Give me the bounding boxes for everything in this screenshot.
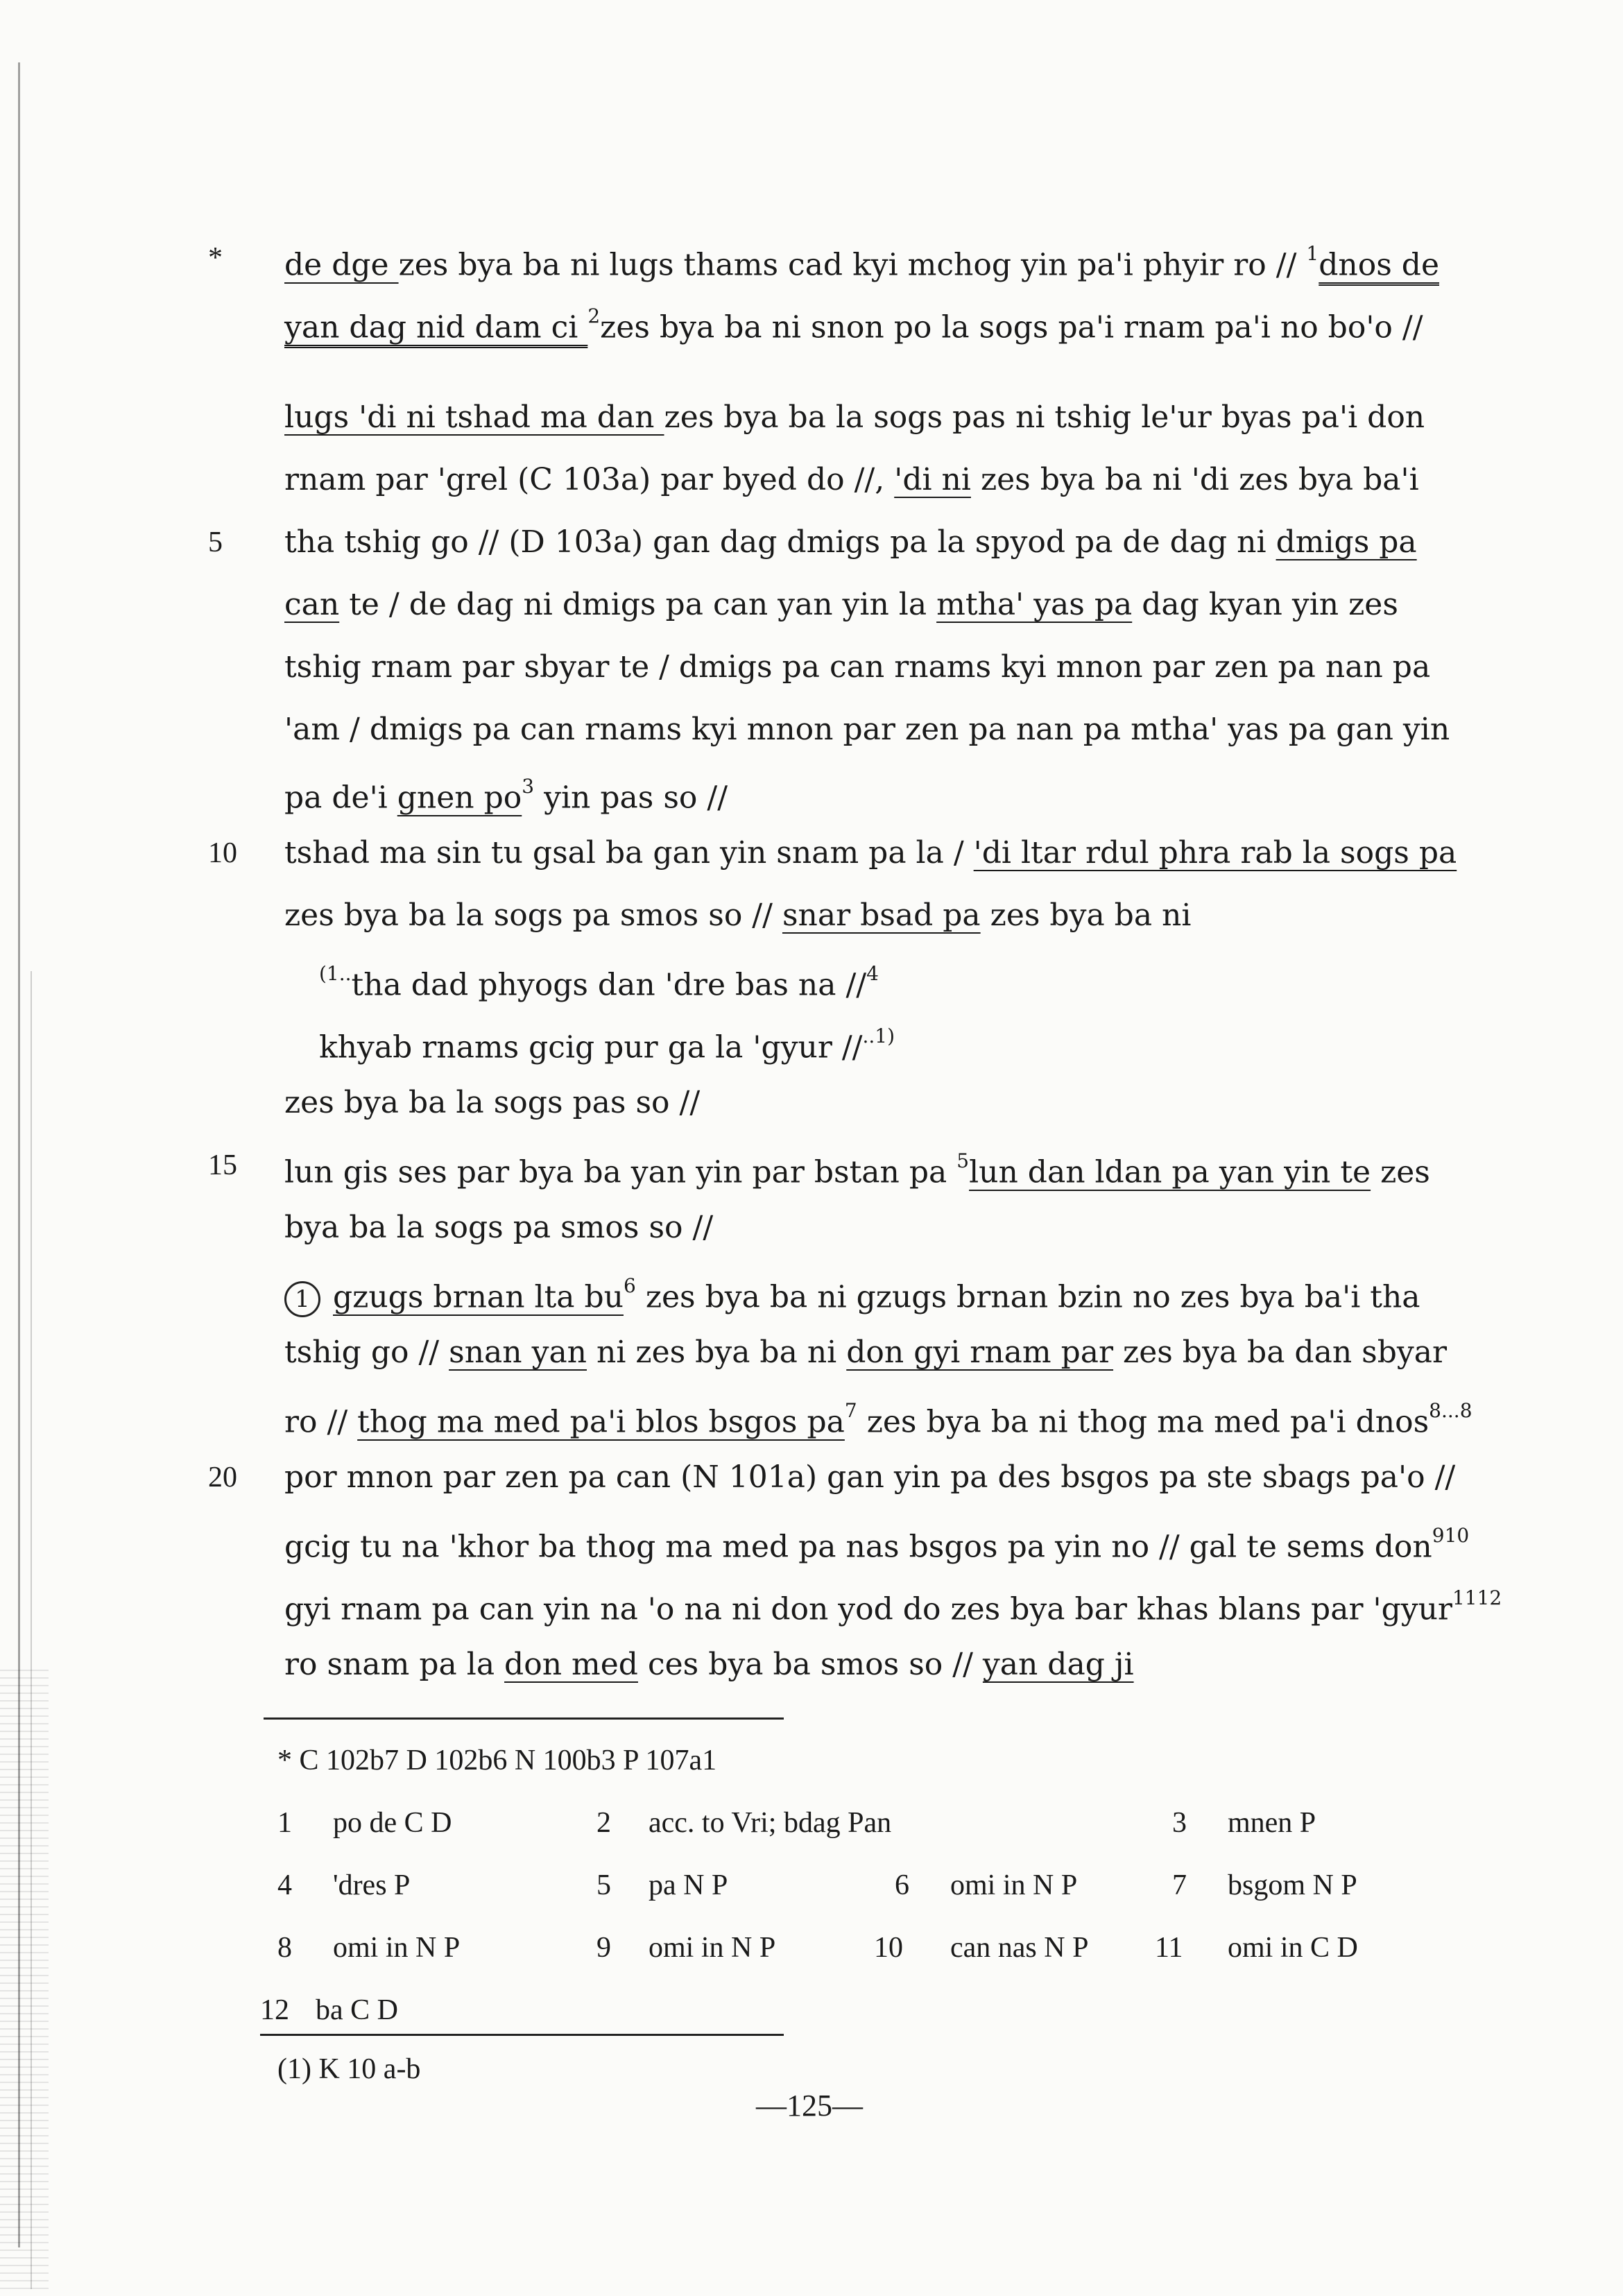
text-line-16: bya ba la sogs pa smos so // (284, 1210, 714, 1245)
line-number-10: 10 (208, 837, 237, 869)
text-line-23: ro snam pa la don med ces bya ba smos so // yan dag ji (284, 1647, 1134, 1682)
footnote-rule-top (264, 1717, 784, 1720)
footnote-text: omi in N P (950, 1869, 1078, 1901)
footnote-text: ba C D (316, 1994, 398, 2026)
text-line-2: yan dag nid dam ci $^2$zes bya ba ni snon po la sogs pa'i rnam pa'i no bo'o // (284, 305, 1423, 345)
text-line-1: de dge zes bya ba ni lugs thams cad kyi mchog yin pa'i phyir ro // $^1$dnos de (284, 242, 1440, 283)
text-line-20: por mnon par zen pa can (N 101a) gan yin pa des bsgos pa ste sbags pa'o // (284, 1459, 1456, 1495)
footnote-num: 1 (277, 1807, 292, 1839)
line-number-star: * (208, 242, 223, 274)
text-line-5: tha tshig go // (D 103a) gan dag dmigs pa la spyod pa de dag ni dmigs pa (284, 524, 1417, 560)
text-line-6: can te / de dag ni dmigs pa can yan yin la mtha' yas pa dag kyan yin zes (284, 587, 1398, 622)
footnote-num: 4 (277, 1869, 292, 1901)
footnote-text: can nas N P (950, 1932, 1089, 1964)
footnote-num: 10 (874, 1932, 903, 1964)
circled-number-marker: 1 (284, 1281, 320, 1317)
footnote-num: 8 (277, 1932, 292, 1964)
footnote-num: 12 (260, 1994, 289, 2026)
text-line-8: 'am / dmigs pa can rnams kyi mnon par zen pa nan pa mtha' yas pa gan yin (284, 712, 1450, 747)
line-number-5: 5 (208, 526, 223, 558)
text-line-3: lugs 'di ni tshad ma dan zes bya ba la sogs pas ni tshig le'ur byas pa'i don (284, 400, 1425, 435)
text-line-15: lun gis ses par bya ba yan yin par bstan pa $^5$lun dan ldan pa yan yin te zes (284, 1149, 1430, 1190)
line-number-20: 20 (208, 1462, 237, 1493)
text-line-18: tshig go // snan yan ni zes bya ba ni don gyi rnam par zes bya ba dan sbyar (284, 1335, 1448, 1370)
verse-line-2: khyab rnams gcig pur ga la 'gyur //$^{..1)}$ (319, 1025, 895, 1065)
footnote-num: 7 (1172, 1869, 1187, 1901)
text-line-22: gyi rnam pa can yin na 'o na ni don yod do zes bya bar khas blans par 'gyur$^{1112}$ (284, 1586, 1502, 1627)
line-number-15: 15 (208, 1149, 237, 1181)
footnote-text: omi in C D (1228, 1932, 1358, 1964)
text-line-4: rnam par 'grel (C 103a) par byed do //, 'di ni zes bya ba ni 'di zes bya ba'i (284, 462, 1419, 497)
footnote-text: mnen P (1228, 1807, 1316, 1839)
text-line-21: gcig tu na 'khor ba thog ma med pa nas bsgos pa yin no // gal te sems don$^{910}$ (284, 1524, 1470, 1565)
footnote-header: * C 102b7 D 102b6 N 100b3 P 107a1 (277, 1745, 717, 1776)
footnote-num: 5 (596, 1869, 611, 1901)
text-line-7: tshig rnam par sbyar te / dmigs pa can rnams kyi mnon par zen pa nan pa (284, 649, 1431, 685)
text-line-9: pa de'i gnen $po^3$ yin pas so // (284, 775, 728, 816)
footnote-rule-bottom (260, 2034, 784, 2036)
text-line-10: tshad ma sin tu gsal ba gan yin snam pa la / 'di ltar rdul phra rab la sogs pa (284, 835, 1457, 871)
footnote-text: po de C D (333, 1807, 452, 1839)
reference-note: (1) K 10 a-b (277, 2053, 421, 2085)
footnote-text: omi in N P (649, 1932, 776, 1964)
footnote-text: acc. to Vri; bdag Pan (649, 1807, 892, 1839)
verse-line-1: $^{(1..}$tha dad phyogs dan 'dre bas na //$^4$ (319, 962, 879, 1003)
footnote-num: 9 (596, 1932, 611, 1964)
scan-noise (0, 1665, 49, 2289)
text-line-19: ro // thog ma med pa'i blos bsgos $pa^7$ zes bya ba ni thog ma med pa'i dnos$^{8...8}$ (284, 1399, 1472, 1440)
footnote-num: 2 (596, 1807, 611, 1839)
text-line-11: zes bya ba la sogs pa smos so // snar bsad pa zes bya ba ni (284, 898, 1192, 933)
footnote-text: bsgom N P (1228, 1869, 1357, 1901)
footnote-text: omi in N P (333, 1932, 461, 1964)
footnote-text: 'dres P (333, 1869, 411, 1901)
page-number: —125— (756, 2089, 863, 2123)
footnote-text: pa N P (649, 1869, 728, 1901)
footnote-num: 6 (895, 1869, 909, 1901)
footnote-num: 11 (1155, 1932, 1183, 1964)
footnote-num: 3 (1172, 1807, 1187, 1839)
text-line-14: zes bya ba la sogs pas so // (284, 1085, 701, 1120)
text-line-17: 1 gzugs brnan lta $bu^6$ zes bya ba ni gzugs brnan bzin no zes bya ba'i tha (284, 1269, 1420, 1319)
